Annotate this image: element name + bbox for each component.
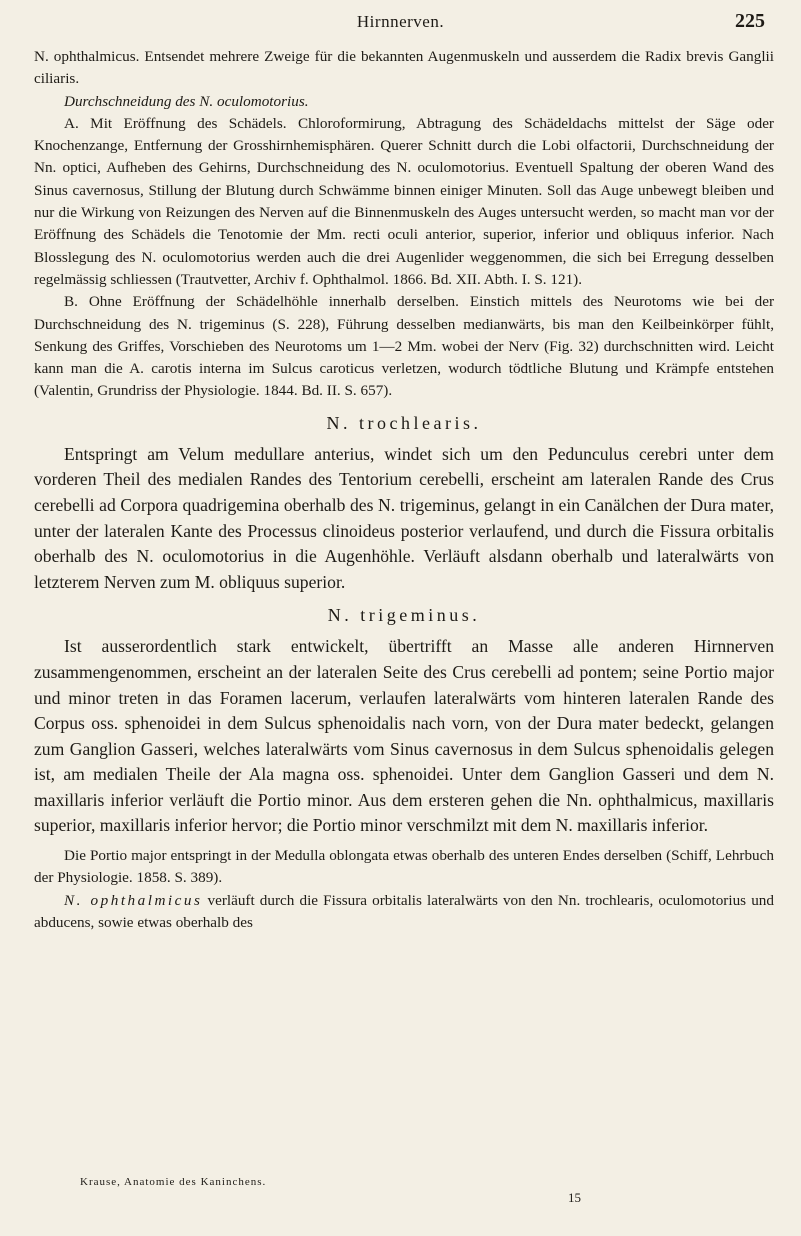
heading-trochlearis: N. trochlearis. [326,412,482,433]
page-number: 225 [735,10,765,32]
term-n-ophthalmicus: N. ophthalmicus [64,891,203,909]
running-title: Hirnnerven. [356,12,445,31]
paragraph-trigeminus: Ist ausserordentlich stark entwickelt, übertrifft an Masse alle anderen Hirnnerven zusammengenommen, erscheint an der lateralen Seite des Crus cerebelli ad pontem; seine Portio major und minor treten in das Foramen lacerum, verlaufen lateralwärts vom hinteren lateralen Rande des Corpus oss. sphenoidei in dem Sulcus sphenoidalis nach vorn, von der Dura mater bedeckt, gelangen zum Ganglion Gasseri, welches lateralwärts vom Sinus cavernosus in dem Sulcus sphenoidalis gelegen ist, am medialen Theile der Ala magna oss. sphenoidei. Unter dem Ganglion Gasseri und dem N. maxillaris inferior verläuft die Portio minor. Aus dem ersteren gehen die Nn. ophthalmicus, maxillaris superior, maxillaris inferior hervor; die Portio minor verschmilzt mit dem N. maxillaris inferior. [34,636,774,836]
paragraph-n-ophthalmicus [34,890,774,935]
footer-source: Krause, Anatomie des Kaninchens. [80,1176,267,1188]
running-header [0,8,801,38]
paragraph-portio-major: Die Portio major entspringt in der Medulla oblongata etwas oberhalb des unteren Endes derselben (Schiff, Lehrbuch der Physiologie. 1858. S. 389). [34,847,774,887]
paragraph-ophthalmicus: N. ophthalmicus. Entsendet mehrere Zweige für die bekannten Augenmuskeln und ausserdem die Radix brevis Ganglii ciliaris. [34,48,774,88]
paragraph-trochlearis: Entspringt am Velum medullare anterius, windet sich um den Pedunculus cerebri unter dem vorderen Theil des medialen Randes des Tentorium cerebelli, erscheint am lateralen Rande des Crus cerebelli ad Corpora quadrigemina oberhalb des N. trigeminus, gelangt in ein Canälchen der Dura mater, unter der lateralen Kante des Processus clinoideus posterior verlaufend, und durch die Fissura orbitalis oberhalb des N. oculomotorius in die Augenhöhle. Verläuft alsdann oberhalb und lateralwärts von letzterem Nerven zum M. obliquus superior. [34,443,774,592]
page-content [34,46,774,934]
heading-trigeminus: N. trigeminus. [327,605,481,626]
subheading-durchschneidung: Durchschneidung des N. oculomotorius. [64,92,309,110]
paragraph-method-b: B. Ohne Eröffnung der Schädelhöhle innerhalb derselben. Einstich mittels des Neurotoms wie bei der Durchschneidung des N. trigeminus (S. 228), Führung desselben medianwärts, bis man den Keilbeinkörper fühlt, Senkung des Griffes, Vorschieben des Neurotoms um 1—2 Mm. wobei der Nerv (Fig. 32) durchschnitten wird. Leicht kann man die A. carotis interna im Sulcus caroticus verletzen, wodurch tödtliche Blutung und Krämpfe entstehen (Valentin, Grundriss der Physiologie. 1844. Bd. II. S. 657). [34,293,774,400]
paragraph-method-a: A. Mit Eröffnung des Schädels. Chloroformirung, Abtragung des Schädeldachs mittelst der Säge oder Knochenzange, Entfernung der Grosshirnhemisphären. Querer Schnitt durch die Lobi olfactorii, Durchschneidung der Nn. optici, Aufheben des Gehirns, Durchschneidung des N. oculomotorius. Eventuell Spaltung der oberen Wand des Sinus cavernosus, Stillung der Blutung durch Schwämme binnen einiger Minuten. Soll das Auge unbewegt bleiben und nur die Wirkung von Reizungen des Nerven auf die Binnenmuskeln des Auges untersucht werden, so macht man vor der Eröffnung des Schädels die Tenotomie der Mm. recti oculi anterior, superior, inferior und obliquus inferior. Nach Blosslegung des N. oculomotorius werden auch die drei Augenlider weggenommen, die sich bei Erregung desselben regelmässig schliessen (Trautvetter, Archiv f. Ophthalmol. 1866. Bd. XII. Abth. I. S. 121). [34,114,774,288]
paragraph-n-ophthalmicus-text: verläuft durch die Fissura orbitalis lateralwärts von den Nn. trochlearis, oculomotorius und abducens, sowie etwas oberhalb des [34,891,774,931]
signature-mark: 15 [568,1190,581,1205]
